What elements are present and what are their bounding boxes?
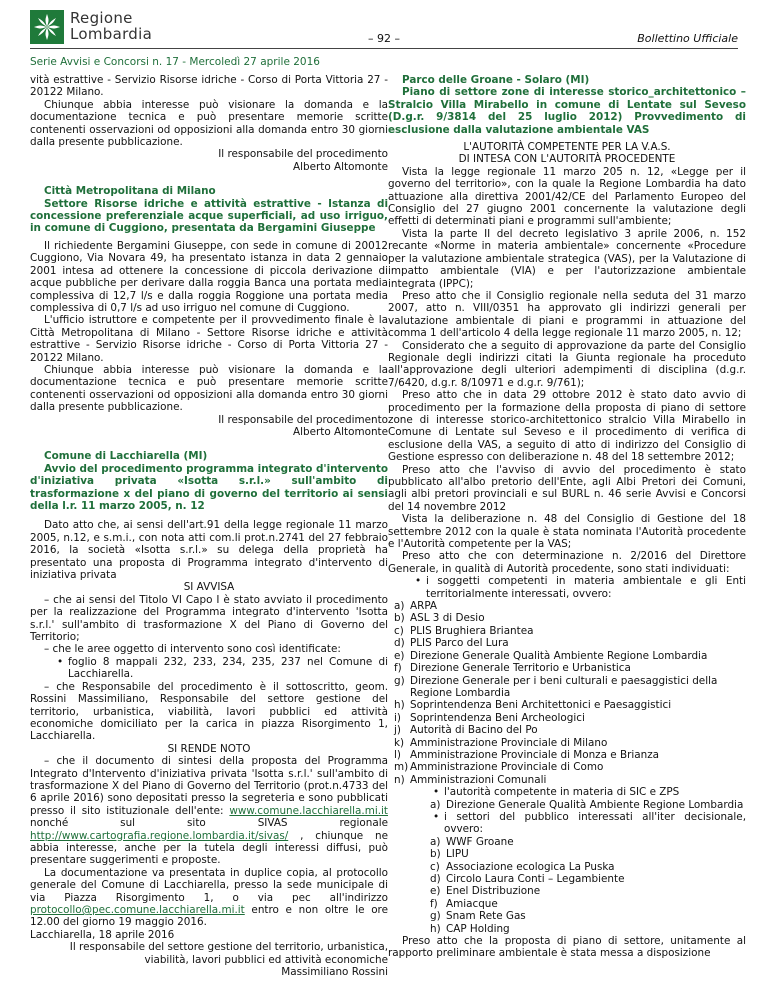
comune-website-link[interactable]: www.comune.lacchiarella.mi.it <box>229 804 388 817</box>
list-item-text: Snam Rete Gas <box>446 910 526 923</box>
intro-signature-name: Alberto Altomonte <box>293 160 388 173</box>
intro-signature-role: Il responsabile del procedimento <box>218 148 388 161</box>
list-item-text: Direzione Generale Qualità Ambiente Regione Lombardia <box>410 649 708 662</box>
section-paragraph: Vista la legge regionale 11 marzo 205 n. 12, «Legge per il governo del territorio», con la quale la Regione Lombardia ha dato attuazione alla direttiva 2001/42/CE del Parlamento Europeo del Consiglio del 27 giugno 2001 concernente la valutazione degli effetti di determinati piani e programmi sull'ambiente; <box>388 165 746 228</box>
list-item <box>388 637 746 649</box>
list-item-text: Soprintendenza Beni Architettonici e Paesaggistici <box>410 699 672 712</box>
sic-zps-list <box>412 799 746 811</box>
list-item <box>388 662 746 674</box>
section-paragraph <box>30 867 388 929</box>
text-run: , chiunque ne abbia interesse, anche per la tutela degli interessi diffusi, può presentare suggerimenti e proposte. <box>30 829 388 867</box>
list-item-text: Amministrazione Provinciale di Milano <box>410 736 608 749</box>
list-item <box>424 910 746 922</box>
section-signature-name: Massimiliano Rossini <box>281 966 388 979</box>
list-item-label: h) <box>430 922 441 935</box>
list-item-label: h) <box>394 699 405 712</box>
list-item-label: j) <box>394 724 401 737</box>
section-paragraph: – che Responsabile del procedimento è il sottoscritto, geom. Rossini Massimiliano, Responsabile del settore gestione del territorio, urbanistica, viabilità, lavori pubblici ed attività economiche domiciliato per la carica in piazza Risorgimento 1, Lacchiarella. <box>30 680 388 743</box>
authority-line: DI INTESA CON L'AUTORITÀ PROCEDENTE <box>458 153 676 166</box>
list-item <box>424 923 746 935</box>
list-item <box>388 699 746 711</box>
list-item-text: LIPU <box>446 848 469 861</box>
list-item <box>388 712 746 724</box>
section-signature-role: Il responsabile del procedimento <box>218 413 388 426</box>
series-line: Serie Avvisi e Concorsi n. 17 - Mercoledì 27 aprile 2016 <box>30 56 320 68</box>
public-sectors-list <box>412 836 746 935</box>
section-paragraph: Preso atto che in data 29 ottobre 2012 è stato dato avvio di procedimento per la formazione della proposta di piano di settore zone di interesse storico-architettonico stralcio Villa Mirabello in Comune di Lentate sul Seveso e il procedimento di verifica di esclusione della VAS, a seguito di atto di indirizzo del Consiglio di Gestione espresso con deliberazione n. 48 del 18 settembre 2012; <box>388 389 746 464</box>
list-item-label: g) <box>394 674 405 687</box>
header-divider <box>30 48 738 49</box>
list-item-label: b) <box>430 848 441 861</box>
list-item-text: Amiacque <box>446 897 498 910</box>
logo-line-lombardia: Lombardia <box>70 25 153 43</box>
intro-paragraph: Chiunque abbia interesse può visionare la domanda e la documentazione tecnica e può presentare memorie scritte contenenti osservazioni od opposizioni alla domanda entro 30 giorni dalla presente pubblicazione. <box>30 98 388 149</box>
list-item <box>424 799 746 811</box>
list-item-text: Soprintendenza Beni Archeologici <box>410 711 585 724</box>
list-item-label: a) <box>430 835 441 848</box>
list-item-label: n) <box>394 773 405 786</box>
list-item: • l'autorità competente in materia di SIC e ZPS <box>444 786 746 798</box>
list-item <box>388 749 746 761</box>
list-item-label: e) <box>430 885 441 898</box>
section-paragraph: Preso atto che l'avviso di avvio del procedimento è stato pubblicato all'albo pretorio dell'Ente, agli Albi Pretori dei Comuni, agli albi pretori provinciali e sul BURL n. 46 serie Avvisi e Concorsi del 14 novembre 2012 <box>388 463 746 513</box>
logo-line-regione: Regione <box>70 9 133 27</box>
bulletin-title: Bollettino Ufficiale <box>637 32 738 45</box>
list-item-label: a) <box>394 600 405 613</box>
list-item-text: PLIS Parco del Lura <box>410 637 509 650</box>
list-item-text: Autorità di Bacino del Po <box>410 724 538 737</box>
section-heading-entity: Parco delle Groane - Solaro (MI) <box>402 74 590 86</box>
list-item-label: i) <box>394 711 401 724</box>
date-line: Lacchiarella, 18 aprile 2016 <box>30 928 175 941</box>
bullet-list <box>412 786 746 798</box>
list-item-text: Direzione Generale Qualità Ambiente Regione Lombardia <box>446 798 744 811</box>
list-item-label: k) <box>394 736 405 749</box>
subjects-list <box>388 600 746 786</box>
section-paragraph: Vista la deliberazione n. 48 del Consiglio di Gestione del 18 settembre 2012 con la quale è stata nominata l'Autorità procedente e l'Autorità competente per la VAS; <box>388 513 746 551</box>
list-item <box>388 675 746 700</box>
list-item-text: WWF Groane <box>446 835 514 848</box>
page-header <box>0 0 768 52</box>
list-item-text: Amministrazione Provinciale di Como <box>410 761 604 774</box>
section-paragraph: Considerato che a seguito di approvazione da parte del Consiglio Regionale degli indirizzi citati la Giunta regionale ha proceduto all'approvazione degli ulteriori adempimenti di disciplina (d.g.r. 7/6420, d.g.r. 8/10971 e d.g.r. 9/761); <box>388 339 746 389</box>
si-rende-noto-label: SI RENDE NOTO <box>167 742 251 755</box>
section-heading-entity: Comune di Lacchiarella (MI) <box>44 450 208 463</box>
list-item-text: CAP Holding <box>446 922 510 935</box>
list-item-text: PLIS Brughiera Briantea <box>410 624 534 637</box>
pec-email-link[interactable]: protocollo@pec.comune.lacchiarella.mi.it <box>30 904 245 916</box>
bullet-list <box>388 575 746 600</box>
list-item <box>424 898 746 910</box>
bullet-list <box>412 811 746 836</box>
list-item-label: d) <box>394 637 405 650</box>
section-signature-role: Il responsabile del settore gestione del territorio, urbanistica, <box>69 941 388 954</box>
list-item-text: Circolo Laura Conti – Legambiente <box>446 873 625 885</box>
section-paragraph: Vista la parte II del decreto legislativo 3 aprile 2006, n. 152 recante «Norme in materia ambientale» concernente «Procedure per la valutazione ambientale strategica (VAS), per la Valutazione di impatto ambientale (VIA) e per l'autorizzazione ambientale integrata (IPPC); <box>388 227 746 290</box>
list-item <box>424 885 746 897</box>
list-item-label: c) <box>430 860 440 873</box>
section-paragraph: L'ufficio istruttore e competente per il provvedimento finale è la Città Metropolitana di Milano - Settore Risorse idriche e attività estrattive - Servizio Risorse idriche - Corso di Porta Vittoria 27 - 20122 Milano. <box>30 314 388 364</box>
list-item-label: m) <box>394 761 409 774</box>
list-item-text: ASL 3 di Desio <box>410 612 485 625</box>
list-item-label: g) <box>430 910 441 923</box>
list-item <box>388 625 746 637</box>
list-item-text: Direzione Generale Territorio e Urbanistica <box>410 662 631 675</box>
list-item-text: Enel Distribuzione <box>446 885 541 898</box>
intro-paragraph: vità estrattive - Servizio Risorse idriche - Corso di Porta Vittoria 27 - 20122 Milano. <box>30 74 388 99</box>
section-signature-role: viabilità, lavori pubblici ed attività economiche <box>144 953 388 966</box>
list-item-label: a) <box>430 798 441 811</box>
left-column <box>30 74 388 978</box>
right-column <box>388 74 746 960</box>
list-item <box>424 873 746 885</box>
list-item-text: Amministrazione Provinciale di Monza e Brianza <box>410 748 660 761</box>
list-item-label: l) <box>394 748 401 761</box>
authority-line: L'AUTORITÀ COMPETENTE PER LA V.A.S. <box>463 141 671 154</box>
text-run: entro e non oltre le ore 12.00 del giorno 19 maggio 2016. <box>30 904 388 929</box>
list-item-label: c) <box>394 624 404 637</box>
section-paragraph: – che le aree oggetto di intervento sono così identificate: <box>44 643 341 656</box>
list-item <box>424 861 746 873</box>
list-item-text: Direzione Generale per i beni culturali e paesaggistici della Regione Lombardia <box>410 674 718 699</box>
sivas-website-link[interactable]: http://www.cartografia.regione.lombardia.it/sivas/ <box>30 829 289 842</box>
list-item-label: b) <box>394 612 405 625</box>
section-signature-name: Alberto Altomonte <box>293 425 388 438</box>
section-paragraph: Dato atto che, ai sensi dell'art.91 della legge regionale 11 marzo 2005, n.12, e s.m.i., con nota atti com.li prot.n.2741 del 27 febbraio 2016, la società «Isotta s.r.l.» su delega della proprietà ha presentato una proposta di Programma integrato d'intervento di iniziativa privata <box>30 519 388 582</box>
bullet-list <box>30 656 388 681</box>
list-item <box>388 612 746 624</box>
si-avvisa-label: SI AVVISA <box>183 581 235 594</box>
list-item: • i settori del pubblico interessati all'iter decisionale, ovvero: <box>444 811 746 836</box>
list-item: • i soggetti competenti in materia ambientale e gli Enti territorialmente interessati, ovvero: <box>426 575 746 600</box>
section-paragraph: Chiunque abbia interesse può visionare la domanda e la documentazione tecnica e può presentare memorie scritte contenenti osservazioni od opposizioni alla domanda entro 30 giorni dalla presente pubblicazione. <box>30 363 388 414</box>
section-heading-title: Avvio del procedimento programma integrato d'intervento d'iniziativa privata «Isotta s.r.l.» sull'ambito di trasformazione x del piano di governo del territorio ai sensi della l.r. 11 marzo 2005, n. 12 <box>30 462 388 512</box>
section-paragraph: Preso atto che con determinazione n. 2/2016 del Direttore Generale, in qualità di Autorità procedente, sono stati individuati: <box>388 550 746 575</box>
list-item-text: ARPA <box>410 600 438 613</box>
list-item <box>388 650 746 662</box>
list-item <box>388 774 746 786</box>
section-paragraph <box>30 755 388 867</box>
list-item: • foglio 8 mappali 232, 233, 234, 235, 237 nel Comune di Lacchiarella. <box>68 656 388 681</box>
list-item-label: f) <box>430 897 438 910</box>
list-item <box>388 600 746 612</box>
section-heading-title: Settore Risorse idriche e attività estrattive - Istanza di concessione preferenziale acque superficiali, ad uso irriguo, in comune di Cuggiono, presentata da Bergamini Giuseppe <box>30 197 388 235</box>
section-heading-entity: Città Metropolitana di Milano <box>44 185 216 198</box>
page-number: – 92 – <box>368 32 400 45</box>
list-item <box>424 836 746 848</box>
list-item <box>388 761 746 773</box>
section-paragraph: Il richiedente Bergamini Giuseppe, con sede in comune di 20012 Cuggiono, Via Novara 49, ha presentato istanza in data 2 gennaio 2001 intesa ad ottenere la concessione di piccola derivazione di acque pubbliche per derivare dalla roggia Banca una portata media complessiva di 12,7 l/s e dalla roggia Roggione una portata media complessiva di 0,7 l/s ad uso irriguo nel comune di Cuggiono. <box>30 239 388 314</box>
text-run: nonché sul sito SIVAS regionale <box>30 817 388 830</box>
text-run: La documentazione va presentata in duplice copia, al protocollo generale del Comune di Lacchiarella, presso la sede municipale di via Piazza Risorgimento 1, o via pec all'indirizzo <box>30 866 388 904</box>
list-item-label: e) <box>394 649 405 662</box>
list-item <box>424 848 746 860</box>
list-item-text: Associazione ecologica La Puska <box>446 860 615 873</box>
list-item-text: Amministrazioni Comunali <box>410 773 547 786</box>
section-paragraph: Preso atto che la proposta di piano di settore, unitamente al rapporto preliminare ambientale è stata messa a disposizione <box>388 935 746 960</box>
list-item-label: d) <box>430 873 441 885</box>
list-item <box>388 737 746 749</box>
section-paragraph: – che ai sensi del Titolo VI Capo I è stato avviato il procedimento per la realizzazione del Programma integrato d'intervento 'Isotta s.r.l.' sull'ambito di trasformazione X del Piano di Governo del Territorio; <box>30 593 388 644</box>
text-run: – che il documento di sintesi della proposta del Programma Integrato d'Intervento d'iniziativa privata 'Isotta s.r.l.' sull'ambito di trasformazione X del Piano di Governo del Territorio (prot.n.4733 del 6 aprile 2016) sono depositati presso la segreteria e sono pubblicati presso il sito istituzionale dell'ente: <box>30 755 388 817</box>
list-item <box>388 724 746 736</box>
section-heading-title: Piano di settore zone di interesse storico_architettonico – Stralcio Villa Mirabello in comune di Lentate sul Seveso (D.g.r. 9/3814 del 25 luglio 2012) Provvedimento di esclusione dalla valutazione ambientale VAS <box>388 86 746 136</box>
section-paragraph: Preso atto che il Consiglio regionale nella seduta del 31 marzo 2007, atto n. VIII/0351 ha approvato gli indirizzi generali per valutazione ambientale di piani e programmi in attuazione del comma 1 dell'articolo 4 della legge regionale 11 marzo 2005, n. 12; <box>388 289 746 340</box>
list-item-label: f) <box>394 662 402 675</box>
